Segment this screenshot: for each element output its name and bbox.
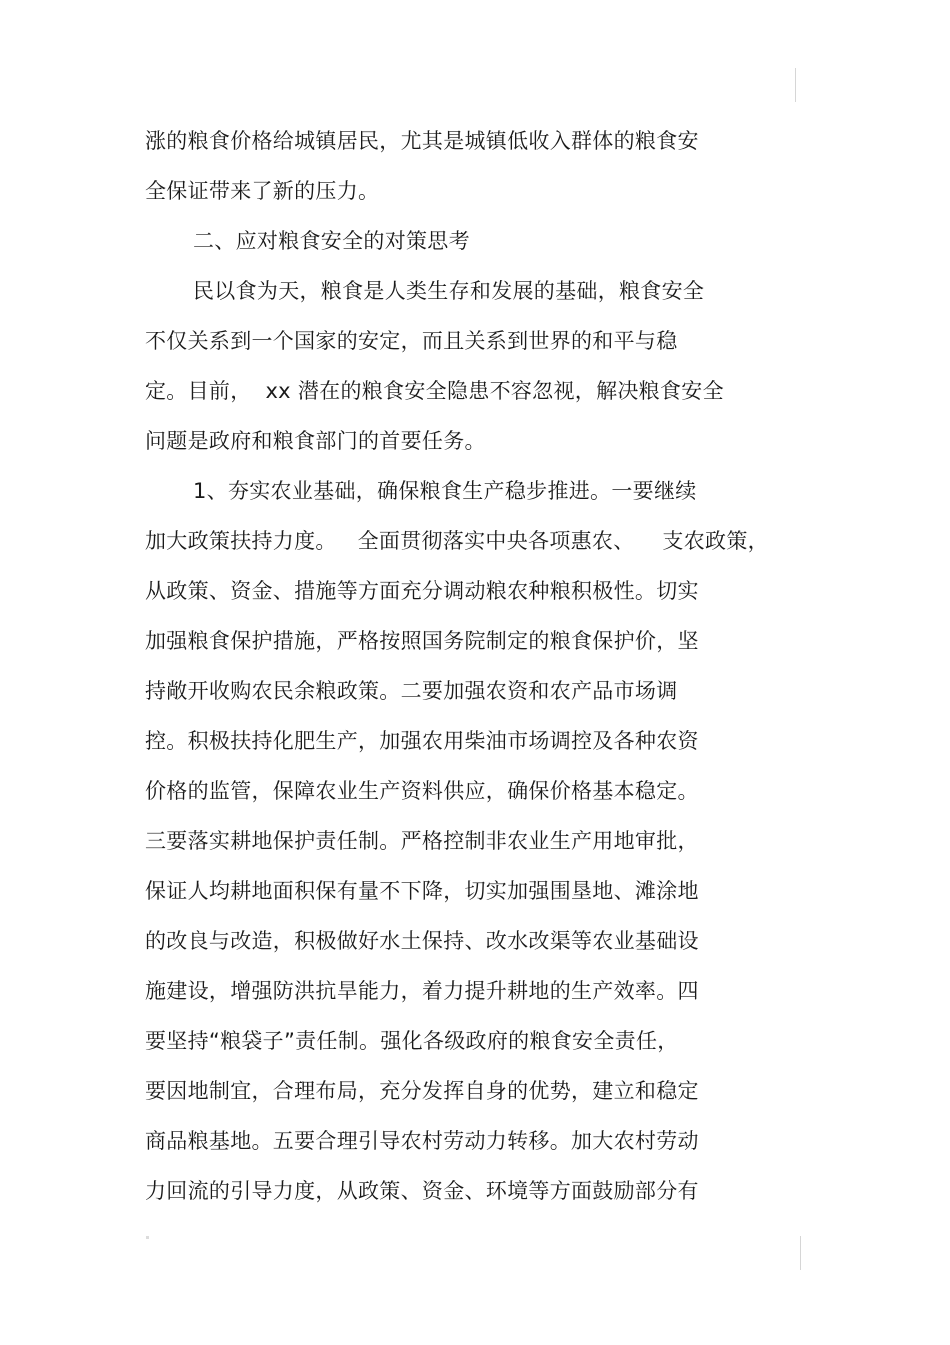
text-line-14: 价格的监管，保障农业生产资料供应，确保价格基本稳定。 xyxy=(145,779,699,803)
text-line-20: 要因地制宜，合理布局，充分发挥自身的优势，建立和稳定 xyxy=(145,1079,699,1103)
text-line-13: 控。积极扶持化肥生产，加强农用柴油市场调控及各种农资 xyxy=(145,729,699,753)
text-line-16: 保证人均耕地面积保有量不下降，切实加强围垦地、滩涂地 xyxy=(145,879,699,903)
text-line-1: 涨的粮食价格给城镇居民，尤其是城镇低收入群体的粮食安 xyxy=(145,129,699,153)
text-line-19: 要坚持“粮袋子”责任制。强化各级政府的粮食安全责任， xyxy=(145,1029,679,1053)
text-line-9: 加大政策扶持力度。 全面贯彻落实中央各项惠农、 支农政策， xyxy=(145,529,769,553)
text-line-21: 商品粮基地。五要合理引导农村劳动力转移。加大农村劳动 xyxy=(145,1129,699,1153)
page-edge-mark-bottom xyxy=(800,1236,801,1270)
page-corner-mark xyxy=(146,1236,149,1239)
text-line-7: 问题是政府和粮食部门的首要任务。 xyxy=(145,429,486,453)
text-line-15: 三要落实耕地保护责任制。严格控制非农业生产用地审批， xyxy=(145,829,699,853)
text-line-6: 定。目前， xx 潜在的粮食安全隐患不容忽视，解决粮食安全 xyxy=(145,379,724,403)
text-line-18: 施建设，增强防洪抗旱能力，着力提升耕地的生产效率。四 xyxy=(145,979,699,1003)
text-line-4: 民以食为天，粮食是人类生存和发展的基础，粮食安全 xyxy=(193,279,705,303)
text-line-11: 加强粮食保护措施，严格按照国务院制定的粮食保护价，坚 xyxy=(145,629,699,653)
text-line-12: 持敞开收购农民余粮政策。二要加强农资和农产品市场调 xyxy=(145,679,678,703)
text-line-2: 全保证带来了新的压力。 xyxy=(145,179,380,203)
section-heading: 二、应对粮食安全的对策思考 xyxy=(193,229,470,253)
text-line-22: 力回流的引导力度，从政策、资金、环境等方面鼓励部分有 xyxy=(145,1179,699,1203)
page-edge-mark-top xyxy=(795,68,796,102)
text-line-5: 不仅关系到一个国家的安定，而且关系到世界的和平与稳 xyxy=(145,329,678,353)
text-line-8: 1、夯实农业基础，确保粮食生产稳步推进。一要继续 xyxy=(193,479,697,503)
text-line-17: 的改良与改造，积极做好水土保持、改水改渠等农业基础设 xyxy=(145,929,699,953)
text-line-10: 从政策、资金、措施等方面充分调动粮农种粮积极性。切实 xyxy=(145,579,699,603)
